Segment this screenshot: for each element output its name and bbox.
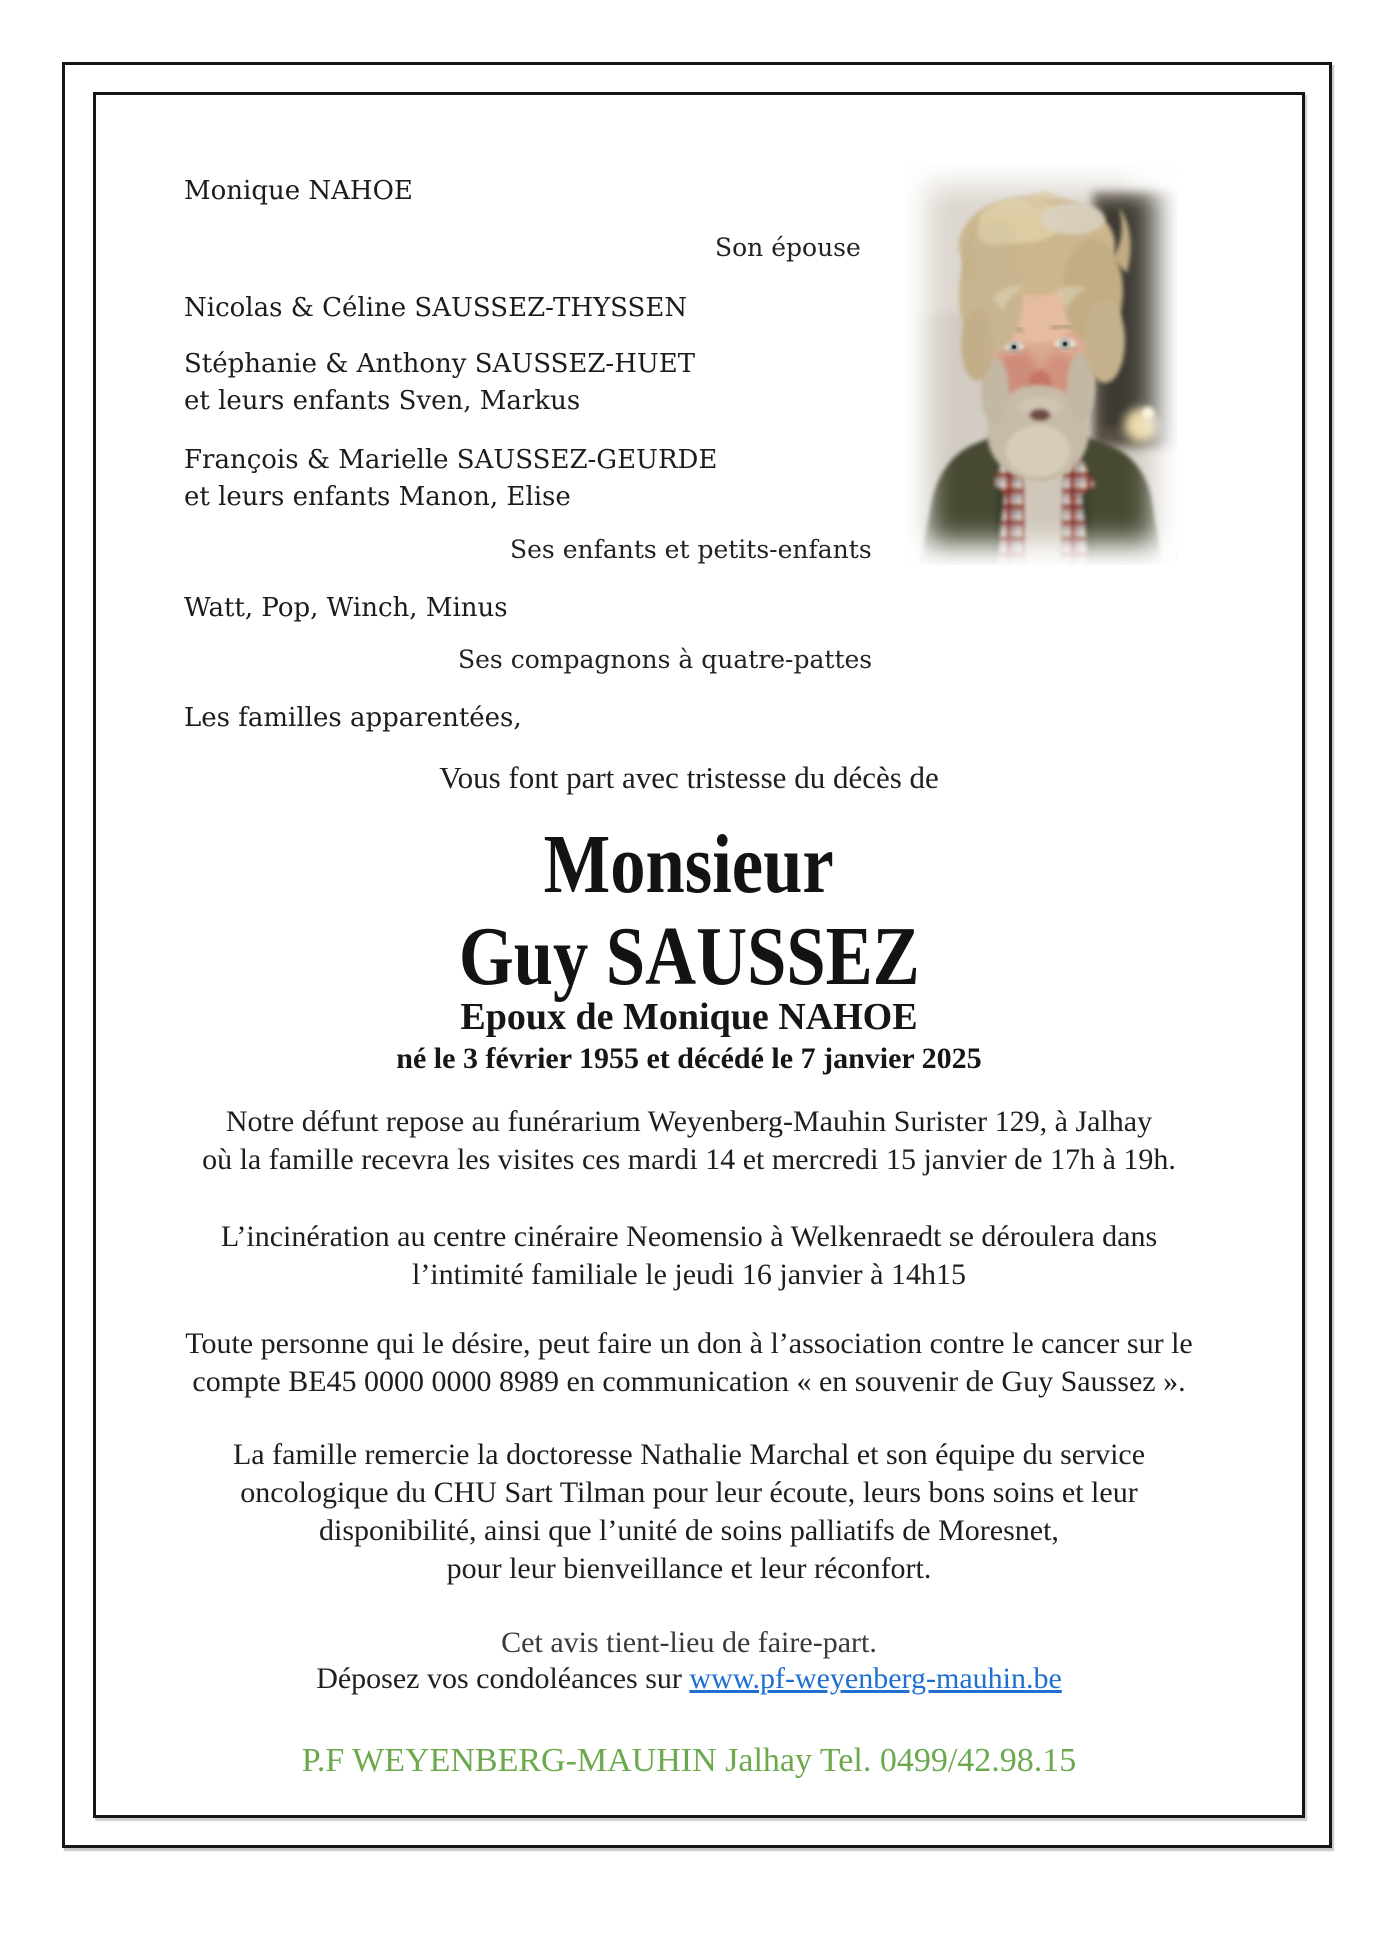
wife-role-label: Son épouse xyxy=(715,233,861,262)
condolences-line xyxy=(0,1662,1378,1696)
condolences-prefix: Déposez vos condoléances sur xyxy=(316,1662,690,1695)
paragraph-cremation xyxy=(139,1218,1239,1294)
deceased-title: Monsieur xyxy=(543,818,835,911)
child-family-3-grandchildren: et leurs enfants Manon, Elise xyxy=(184,482,571,512)
child-family-2-names: Stéphanie & Anthony SAUSSEZ-HUET xyxy=(184,349,696,379)
notice-line: Cet avis tient-lieu de faire-part. xyxy=(501,1626,877,1659)
paragraph-repose-line-2: où la famille recevra les visites ces mardi 14 et mercredi 15 janvier de 17h à 19h. xyxy=(202,1143,1176,1176)
paragraph-donation xyxy=(139,1325,1239,1401)
pets-role-label: Ses compagnons à quatre-pattes xyxy=(458,645,873,674)
paragraph-thanks-line-1: La famille remercie la doctoresse Nathalie Marchal et son équipe du service xyxy=(232,1438,1146,1471)
related-families-line: Les familles apparentées, xyxy=(184,703,522,733)
child-family-2-grandchildren: et leurs enfants Sven, Markus xyxy=(184,386,581,416)
deceased-name: Guy SAUSSEZ xyxy=(458,910,920,1003)
paragraph-cremation-line-1: L’incinération au centre cinéraire Neomensio à Welkenraedt se déroulera dans xyxy=(220,1220,1158,1253)
children-role-label: Ses enfants et petits-enfants xyxy=(510,535,872,564)
pets-names: Watt, Pop, Winch, Minus xyxy=(184,593,508,623)
paragraph-thanks-line-2: oncologique du CHU Sart Tilman pour leur écoute, leurs bons soins et leur xyxy=(240,1476,1138,1509)
child-family-3-names: François & Marielle SAUSSEZ-GEURDE xyxy=(184,445,718,475)
announcement-intro: Vous font part avec tristesse du décès de xyxy=(439,760,939,795)
wife-name: Monique NAHOE xyxy=(184,176,413,206)
paragraph-thanks-line-4: pour leur bienveillance et leur réconfort. xyxy=(446,1552,932,1585)
paragraph-donation-line-1: Toute personne qui le désire, peut faire un don à l’association contre le cancer sur le xyxy=(185,1327,1193,1360)
portrait-illustration xyxy=(905,163,1177,565)
child-family-1-names: Nicolas & Céline SAUSSEZ-THYSSEN xyxy=(184,293,688,323)
portrait-photo xyxy=(905,163,1177,565)
paragraph-thanks xyxy=(139,1436,1239,1588)
paragraph-thanks-line-3: disponibilité, ainsi que l’unité de soins palliatifs de Moresnet, xyxy=(319,1514,1059,1547)
birth-death-dates: né le 3 février 1955 et décédé le 7 janvier 2025 xyxy=(396,1042,982,1075)
condolences-link[interactable]: www.pf-weyenberg-mauhin.be xyxy=(689,1662,1062,1695)
paragraph-repose xyxy=(139,1103,1239,1179)
paragraph-cremation-line-2: l’intimité familiale le jeudi 16 janvier à 14h15 xyxy=(411,1258,966,1291)
deceased-relation: Epoux de Monique NAHOE xyxy=(460,996,918,1038)
paragraph-repose-line-1: Notre défunt repose au funérarium Weyenberg-Mauhin Surister 129, à Jalhay xyxy=(225,1105,1153,1138)
paragraph-donation-line-2: compte BE45 0000 0000 8989 en communication « en souvenir de Guy Saussez ». xyxy=(192,1365,1186,1398)
funeral-home-footer: P.F WEYENBERG-MAUHIN Jalhay Tel. 0499/42.98.15 xyxy=(301,1742,1077,1779)
